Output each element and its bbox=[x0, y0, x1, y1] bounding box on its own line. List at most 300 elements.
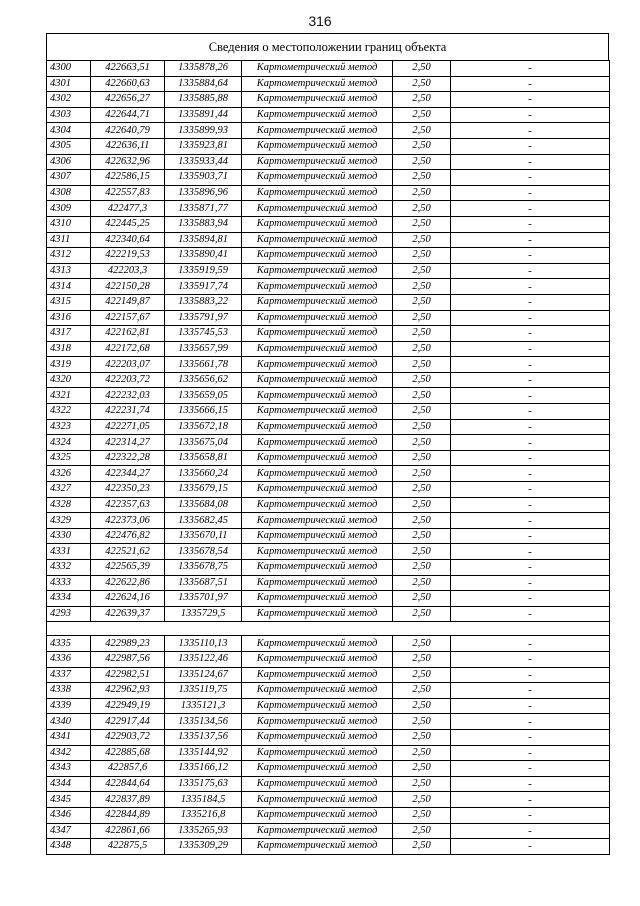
accuracy-cell: 2,50 bbox=[393, 714, 451, 730]
y-coordinate-cell: 1335878,26 bbox=[165, 61, 242, 77]
y-coordinate-cell: 1335216,8 bbox=[165, 807, 242, 823]
y-coordinate-cell: 1335919,59 bbox=[165, 263, 242, 279]
method-cell: Картометрический метод bbox=[242, 714, 393, 730]
table-row bbox=[47, 591, 610, 607]
accuracy-cell: 2,50 bbox=[393, 497, 451, 513]
point-number-cell: 4312 bbox=[47, 248, 91, 264]
table-row bbox=[47, 248, 610, 264]
description-cell: - bbox=[451, 683, 610, 699]
description-cell: - bbox=[451, 154, 610, 170]
accuracy-cell: 2,50 bbox=[393, 154, 451, 170]
description-cell: - bbox=[451, 404, 610, 420]
x-coordinate-cell: 422987,56 bbox=[91, 651, 165, 667]
y-coordinate-cell: 1335684,08 bbox=[165, 497, 242, 513]
point-number-cell: 4331 bbox=[47, 544, 91, 560]
x-coordinate-cell: 422640,79 bbox=[91, 123, 165, 139]
accuracy-cell: 2,50 bbox=[393, 248, 451, 264]
y-coordinate-cell: 1335890,41 bbox=[165, 248, 242, 264]
accuracy-cell: 2,50 bbox=[393, 61, 451, 77]
table-row bbox=[47, 61, 610, 77]
y-coordinate-cell: 1335899,93 bbox=[165, 123, 242, 139]
point-number-cell: 4326 bbox=[47, 466, 91, 482]
table-row bbox=[47, 839, 610, 855]
method-cell: Картометрический метод bbox=[242, 513, 393, 529]
description-cell: - bbox=[451, 185, 610, 201]
table-row bbox=[47, 544, 610, 560]
accuracy-cell: 2,50 bbox=[393, 138, 451, 154]
y-coordinate-cell: 1335917,74 bbox=[165, 279, 242, 295]
page-number: 316 bbox=[308, 13, 332, 29]
method-cell: Картометрический метод bbox=[242, 792, 393, 808]
point-number-cell: 4340 bbox=[47, 714, 91, 730]
accuracy-cell: 2,50 bbox=[393, 232, 451, 248]
point-number-cell: 4293 bbox=[47, 606, 91, 622]
method-cell: Картометрический метод bbox=[242, 123, 393, 139]
x-coordinate-cell: 422857,6 bbox=[91, 761, 165, 777]
y-coordinate-cell: 1335144,92 bbox=[165, 745, 242, 761]
accuracy-cell: 2,50 bbox=[393, 651, 451, 667]
y-coordinate-cell: 1335175,63 bbox=[165, 776, 242, 792]
point-number-cell: 4304 bbox=[47, 123, 91, 139]
table-row bbox=[47, 683, 610, 699]
y-coordinate-cell: 1335678,75 bbox=[165, 560, 242, 576]
point-number-cell: 4341 bbox=[47, 729, 91, 745]
table-row bbox=[47, 341, 610, 357]
point-number-cell: 4345 bbox=[47, 792, 91, 808]
accuracy-cell: 2,50 bbox=[393, 263, 451, 279]
y-coordinate-cell: 1335885,88 bbox=[165, 92, 242, 108]
table-row bbox=[47, 466, 610, 482]
method-cell: Картометрический метод bbox=[242, 294, 393, 310]
point-number-cell: 4305 bbox=[47, 138, 91, 154]
point-number-cell: 4339 bbox=[47, 698, 91, 714]
description-cell: - bbox=[451, 248, 610, 264]
table-row bbox=[47, 450, 610, 466]
method-cell: Картометрический метод bbox=[242, 419, 393, 435]
table-row bbox=[47, 575, 610, 591]
point-number-cell: 4306 bbox=[47, 154, 91, 170]
description-cell: - bbox=[451, 761, 610, 777]
method-cell: Картометрический метод bbox=[242, 606, 393, 622]
method-cell: Картометрический метод bbox=[242, 807, 393, 823]
y-coordinate-cell: 1335923,81 bbox=[165, 138, 242, 154]
x-coordinate-cell: 422861,66 bbox=[91, 823, 165, 839]
description-cell: - bbox=[451, 263, 610, 279]
point-number-cell: 4314 bbox=[47, 279, 91, 295]
table-row bbox=[47, 404, 610, 420]
point-number-cell: 4324 bbox=[47, 435, 91, 451]
method-cell: Картометрический метод bbox=[242, 92, 393, 108]
accuracy-cell: 2,50 bbox=[393, 216, 451, 232]
table-row bbox=[47, 76, 610, 92]
method-cell: Картометрический метод bbox=[242, 698, 393, 714]
description-cell: - bbox=[451, 76, 610, 92]
method-cell: Картометрический метод bbox=[242, 404, 393, 420]
y-coordinate-cell: 1335657,99 bbox=[165, 341, 242, 357]
method-cell: Картометрический метод bbox=[242, 341, 393, 357]
description-cell: - bbox=[451, 216, 610, 232]
x-coordinate-cell: 422340,64 bbox=[91, 232, 165, 248]
table-row bbox=[47, 138, 610, 154]
x-coordinate-cell: 422837,89 bbox=[91, 792, 165, 808]
x-coordinate-cell: 422663,51 bbox=[91, 61, 165, 77]
y-coordinate-cell: 1335675,04 bbox=[165, 435, 242, 451]
point-number-cell: 4318 bbox=[47, 341, 91, 357]
point-number-cell: 4342 bbox=[47, 745, 91, 761]
y-coordinate-cell: 1335871,77 bbox=[165, 201, 242, 217]
description-cell: - bbox=[451, 544, 610, 560]
x-coordinate-cell: 422903,72 bbox=[91, 729, 165, 745]
x-coordinate-cell: 422844,89 bbox=[91, 807, 165, 823]
accuracy-cell: 2,50 bbox=[393, 372, 451, 388]
description-cell: - bbox=[451, 698, 610, 714]
accuracy-cell: 2,50 bbox=[393, 326, 451, 342]
x-coordinate-cell: 422477,3 bbox=[91, 201, 165, 217]
accuracy-cell: 2,50 bbox=[393, 761, 451, 777]
point-number-cell: 4323 bbox=[47, 419, 91, 435]
method-cell: Картометрический метод bbox=[242, 591, 393, 607]
x-coordinate-cell: 422644,71 bbox=[91, 107, 165, 123]
table-row bbox=[47, 92, 610, 108]
separator-row bbox=[47, 622, 610, 636]
description-cell: - bbox=[451, 513, 610, 529]
description-cell: - bbox=[451, 61, 610, 77]
table-row bbox=[47, 263, 610, 279]
accuracy-cell: 2,50 bbox=[393, 466, 451, 482]
description-cell: - bbox=[451, 823, 610, 839]
accuracy-cell: 2,50 bbox=[393, 450, 451, 466]
point-number-cell: 4321 bbox=[47, 388, 91, 404]
description-cell: - bbox=[451, 326, 610, 342]
method-cell: Картометрический метод bbox=[242, 544, 393, 560]
description-cell: - bbox=[451, 807, 610, 823]
point-number-cell: 4316 bbox=[47, 310, 91, 326]
x-coordinate-cell: 422322,28 bbox=[91, 450, 165, 466]
x-coordinate-cell: 422172,68 bbox=[91, 341, 165, 357]
accuracy-cell: 2,50 bbox=[393, 357, 451, 373]
x-coordinate-cell: 422476,82 bbox=[91, 528, 165, 544]
table-row bbox=[47, 792, 610, 808]
table-row bbox=[47, 232, 610, 248]
x-coordinate-cell: 422565,39 bbox=[91, 560, 165, 576]
method-cell: Картометрический метод bbox=[242, 388, 393, 404]
point-number-cell: 4347 bbox=[47, 823, 91, 839]
x-coordinate-cell: 422373,06 bbox=[91, 513, 165, 529]
accuracy-cell: 2,50 bbox=[393, 310, 451, 326]
x-coordinate-cell: 422586,15 bbox=[91, 170, 165, 186]
method-cell: Картометрический метод bbox=[242, 154, 393, 170]
y-coordinate-cell: 1335672,18 bbox=[165, 419, 242, 435]
method-cell: Картометрический метод bbox=[242, 482, 393, 498]
point-number-cell: 4343 bbox=[47, 761, 91, 777]
y-coordinate-cell: 1335660,24 bbox=[165, 466, 242, 482]
y-coordinate-cell: 1335894,81 bbox=[165, 232, 242, 248]
table-row bbox=[47, 388, 610, 404]
y-coordinate-cell: 1335110,13 bbox=[165, 636, 242, 652]
y-coordinate-cell: 1335670,11 bbox=[165, 528, 242, 544]
table-row bbox=[47, 729, 610, 745]
y-coordinate-cell: 1335791,97 bbox=[165, 310, 242, 326]
table-row bbox=[47, 372, 610, 388]
method-cell: Картометрический метод bbox=[242, 729, 393, 745]
y-coordinate-cell: 1335661,78 bbox=[165, 357, 242, 373]
description-cell: - bbox=[451, 636, 610, 652]
accuracy-cell: 2,50 bbox=[393, 435, 451, 451]
description-cell: - bbox=[451, 435, 610, 451]
description-cell: - bbox=[451, 279, 610, 295]
x-coordinate-cell: 422885,68 bbox=[91, 745, 165, 761]
y-coordinate-cell: 1335891,44 bbox=[165, 107, 242, 123]
x-coordinate-cell: 422445,25 bbox=[91, 216, 165, 232]
table-row bbox=[47, 310, 610, 326]
y-coordinate-cell: 1335265,93 bbox=[165, 823, 242, 839]
x-coordinate-cell: 422656,27 bbox=[91, 92, 165, 108]
x-coordinate-cell: 422203,07 bbox=[91, 357, 165, 373]
method-cell: Картометрический метод bbox=[242, 823, 393, 839]
method-cell: Картометрический метод bbox=[242, 310, 393, 326]
accuracy-cell: 2,50 bbox=[393, 667, 451, 683]
x-coordinate-cell: 422357,63 bbox=[91, 497, 165, 513]
method-cell: Картометрический метод bbox=[242, 326, 393, 342]
table-row bbox=[47, 807, 610, 823]
accuracy-cell: 2,50 bbox=[393, 575, 451, 591]
description-cell: - bbox=[451, 651, 610, 667]
description-cell: - bbox=[451, 372, 610, 388]
x-coordinate-cell: 422344,27 bbox=[91, 466, 165, 482]
y-coordinate-cell: 1335729,5 bbox=[165, 606, 242, 622]
description-cell: - bbox=[451, 591, 610, 607]
point-number-cell: 4338 bbox=[47, 683, 91, 699]
x-coordinate-cell: 422219,53 bbox=[91, 248, 165, 264]
accuracy-cell: 2,50 bbox=[393, 107, 451, 123]
method-cell: Картометрический метод bbox=[242, 528, 393, 544]
table-row bbox=[47, 513, 610, 529]
table-row bbox=[47, 667, 610, 683]
accuracy-cell: 2,50 bbox=[393, 807, 451, 823]
method-cell: Картометрический метод bbox=[242, 357, 393, 373]
separator-cell bbox=[47, 622, 610, 636]
y-coordinate-cell: 1335122,46 bbox=[165, 651, 242, 667]
y-coordinate-cell: 1335884,64 bbox=[165, 76, 242, 92]
description-cell: - bbox=[451, 745, 610, 761]
method-cell: Картометрический метод bbox=[242, 201, 393, 217]
description-cell: - bbox=[451, 294, 610, 310]
description-cell: - bbox=[451, 839, 610, 855]
y-coordinate-cell: 1335745,53 bbox=[165, 326, 242, 342]
method-cell: Картометрический метод bbox=[242, 185, 393, 201]
accuracy-cell: 2,50 bbox=[393, 591, 451, 607]
method-cell: Картометрический метод bbox=[242, 667, 393, 683]
table-row bbox=[47, 170, 610, 186]
x-coordinate-cell: 422314,27 bbox=[91, 435, 165, 451]
table-title bbox=[46, 33, 609, 60]
y-coordinate-cell: 1335933,44 bbox=[165, 154, 242, 170]
table-row bbox=[47, 216, 610, 232]
x-coordinate-cell: 422232,03 bbox=[91, 388, 165, 404]
accuracy-cell: 2,50 bbox=[393, 698, 451, 714]
accuracy-cell: 2,50 bbox=[393, 513, 451, 529]
y-coordinate-cell: 1335896,96 bbox=[165, 185, 242, 201]
point-number-cell: 4327 bbox=[47, 482, 91, 498]
point-number-cell: 4315 bbox=[47, 294, 91, 310]
table-row bbox=[47, 745, 610, 761]
method-cell: Картометрический метод bbox=[242, 466, 393, 482]
method-cell: Картометрический метод bbox=[242, 216, 393, 232]
y-coordinate-cell: 1335659,05 bbox=[165, 388, 242, 404]
point-number-cell: 4336 bbox=[47, 651, 91, 667]
x-coordinate-cell: 422949,19 bbox=[91, 698, 165, 714]
method-cell: Картометрический метод bbox=[242, 761, 393, 777]
accuracy-cell: 2,50 bbox=[393, 528, 451, 544]
accuracy-cell: 2,50 bbox=[393, 729, 451, 745]
point-number-cell: 4302 bbox=[47, 92, 91, 108]
method-cell: Картометрический метод bbox=[242, 497, 393, 513]
y-coordinate-cell: 1335121,3 bbox=[165, 698, 242, 714]
point-number-cell: 4308 bbox=[47, 185, 91, 201]
method-cell: Картометрический метод bbox=[242, 61, 393, 77]
table-row bbox=[47, 326, 610, 342]
description-cell: - bbox=[451, 388, 610, 404]
point-number-cell: 4303 bbox=[47, 107, 91, 123]
table-row bbox=[47, 279, 610, 295]
x-coordinate-cell: 422350,23 bbox=[91, 482, 165, 498]
description-cell: - bbox=[451, 528, 610, 544]
table-row bbox=[47, 606, 610, 622]
accuracy-cell: 2,50 bbox=[393, 482, 451, 498]
description-cell: - bbox=[451, 560, 610, 576]
accuracy-cell: 2,50 bbox=[393, 792, 451, 808]
y-coordinate-cell: 1335309,29 bbox=[165, 839, 242, 855]
accuracy-cell: 2,50 bbox=[393, 606, 451, 622]
description-cell: - bbox=[451, 729, 610, 745]
method-cell: Картометрический метод bbox=[242, 450, 393, 466]
description-cell: - bbox=[451, 341, 610, 357]
description-cell: - bbox=[451, 138, 610, 154]
table-row bbox=[47, 107, 610, 123]
description-cell: - bbox=[451, 92, 610, 108]
method-cell: Картометрический метод bbox=[242, 435, 393, 451]
y-coordinate-cell: 1335166,12 bbox=[165, 761, 242, 777]
accuracy-cell: 2,50 bbox=[393, 683, 451, 699]
x-coordinate-cell: 422521,62 bbox=[91, 544, 165, 560]
point-number-cell: 4313 bbox=[47, 263, 91, 279]
point-number-cell: 4333 bbox=[47, 575, 91, 591]
point-number-cell: 4322 bbox=[47, 404, 91, 420]
accuracy-cell: 2,50 bbox=[393, 419, 451, 435]
method-cell: Картометрический метод bbox=[242, 232, 393, 248]
point-number-cell: 4301 bbox=[47, 76, 91, 92]
x-coordinate-cell: 422989,23 bbox=[91, 636, 165, 652]
point-number-cell: 4334 bbox=[47, 591, 91, 607]
table-row bbox=[47, 776, 610, 792]
description-cell: - bbox=[451, 201, 610, 217]
x-coordinate-cell: 422150,28 bbox=[91, 279, 165, 295]
x-coordinate-cell: 422203,72 bbox=[91, 372, 165, 388]
y-coordinate-cell: 1335679,15 bbox=[165, 482, 242, 498]
table-row bbox=[47, 497, 610, 513]
accuracy-cell: 2,50 bbox=[393, 279, 451, 295]
table-row bbox=[47, 560, 610, 576]
description-cell: - bbox=[451, 107, 610, 123]
method-cell: Картометрический метод bbox=[242, 372, 393, 388]
accuracy-cell: 2,50 bbox=[393, 388, 451, 404]
y-coordinate-cell: 1335124,67 bbox=[165, 667, 242, 683]
y-coordinate-cell: 1335682,45 bbox=[165, 513, 242, 529]
description-cell: - bbox=[451, 792, 610, 808]
point-number-cell: 4337 bbox=[47, 667, 91, 683]
method-cell: Картометрический метод bbox=[242, 745, 393, 761]
x-coordinate-cell: 422632,96 bbox=[91, 154, 165, 170]
method-cell: Картометрический метод bbox=[242, 76, 393, 92]
table-row bbox=[47, 823, 610, 839]
method-cell: Картометрический метод bbox=[242, 279, 393, 295]
x-coordinate-cell: 422149,87 bbox=[91, 294, 165, 310]
x-coordinate-cell: 422557,83 bbox=[91, 185, 165, 201]
point-number-cell: 4335 bbox=[47, 636, 91, 652]
point-number-cell: 4300 bbox=[47, 61, 91, 77]
table-row bbox=[47, 482, 610, 498]
table-row bbox=[47, 714, 610, 730]
point-number-cell: 4319 bbox=[47, 357, 91, 373]
method-cell: Картометрический метод bbox=[242, 651, 393, 667]
x-coordinate-cell: 422622,86 bbox=[91, 575, 165, 591]
x-coordinate-cell: 422162,81 bbox=[91, 326, 165, 342]
table-row bbox=[47, 154, 610, 170]
x-coordinate-cell: 422639,37 bbox=[91, 606, 165, 622]
point-number-cell: 4309 bbox=[47, 201, 91, 217]
description-cell: - bbox=[451, 776, 610, 792]
x-coordinate-cell: 422982,51 bbox=[91, 667, 165, 683]
y-coordinate-cell: 1335658,81 bbox=[165, 450, 242, 466]
table-row bbox=[47, 357, 610, 373]
table-row bbox=[47, 636, 610, 652]
coordinates-table-body bbox=[47, 61, 610, 855]
point-number-cell: 4307 bbox=[47, 170, 91, 186]
table-title-text: Сведения о местоположении границ объекта bbox=[208, 39, 447, 54]
description-cell: - bbox=[451, 667, 610, 683]
accuracy-cell: 2,50 bbox=[393, 636, 451, 652]
accuracy-cell: 2,50 bbox=[393, 839, 451, 855]
point-number-cell: 4311 bbox=[47, 232, 91, 248]
table-row bbox=[47, 435, 610, 451]
accuracy-cell: 2,50 bbox=[393, 185, 451, 201]
x-coordinate-cell: 422157,67 bbox=[91, 310, 165, 326]
accuracy-cell: 2,50 bbox=[393, 201, 451, 217]
point-number-cell: 4348 bbox=[47, 839, 91, 855]
description-cell: - bbox=[451, 310, 610, 326]
x-coordinate-cell: 422203,3 bbox=[91, 263, 165, 279]
y-coordinate-cell: 1335701,97 bbox=[165, 591, 242, 607]
point-number-cell: 4329 bbox=[47, 513, 91, 529]
table-row bbox=[47, 651, 610, 667]
x-coordinate-cell: 422660,63 bbox=[91, 76, 165, 92]
method-cell: Картометрический метод bbox=[242, 839, 393, 855]
description-cell: - bbox=[451, 606, 610, 622]
accuracy-cell: 2,50 bbox=[393, 776, 451, 792]
y-coordinate-cell: 1335883,94 bbox=[165, 216, 242, 232]
point-number-cell: 4332 bbox=[47, 560, 91, 576]
point-number-cell: 4328 bbox=[47, 497, 91, 513]
method-cell: Картометрический метод bbox=[242, 636, 393, 652]
description-cell: - bbox=[451, 466, 610, 482]
table-row bbox=[47, 294, 610, 310]
y-coordinate-cell: 1335666,15 bbox=[165, 404, 242, 420]
description-cell: - bbox=[451, 419, 610, 435]
accuracy-cell: 2,50 bbox=[393, 404, 451, 420]
description-cell: - bbox=[451, 450, 610, 466]
method-cell: Картометрический метод bbox=[242, 683, 393, 699]
accuracy-cell: 2,50 bbox=[393, 294, 451, 310]
